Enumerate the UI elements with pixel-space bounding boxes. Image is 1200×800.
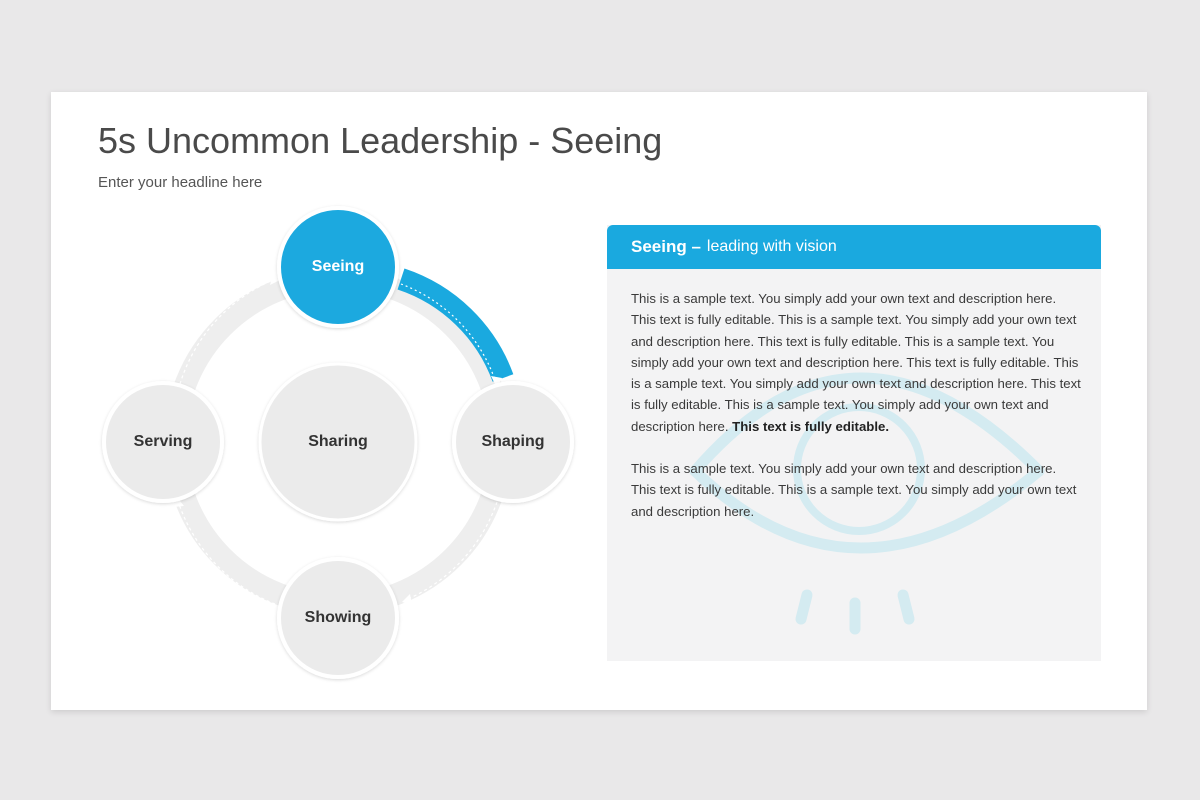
panel-header <box>607 225 1101 269</box>
panel-body <box>631 288 1081 543</box>
page-title: 5s Uncommon Leadership - Seeing <box>98 120 663 161</box>
paragraph-1 <box>631 288 1081 437</box>
cycle-diagram <box>51 92 611 710</box>
panel-heading-bold: Seeing – <box>631 237 701 256</box>
paragraph-1-text: This is a sample text. You simply add your own text and description here. This text is fully editable. This is a sample text. You simply add your own text and description here. This text is fully editable. This is a sample text. You simply add your own text and description here. This text is fully editable. This is a sample text. You simply add your own text and description here. This text is fully editable. This is a sample text. You simply add your own text and description here. <box>631 291 1081 434</box>
node-seeing-label: Seeing <box>311 258 365 276</box>
node-showing-label: Showing <box>304 609 372 627</box>
description-panel <box>607 225 1101 661</box>
panel-heading-rest: leading with vision <box>706 238 837 255</box>
paragraph-2: This is a sample text. You simply add your own text and description here. This text is fully editable. This is a sample text. You simply add your own text and description here. <box>631 461 1077 519</box>
node-shaping-label: Shaping <box>481 433 545 451</box>
paragraph-1-bold: This text is fully editable. <box>732 418 889 434</box>
center-node-label: Sharing <box>308 433 368 451</box>
slide <box>51 92 1147 710</box>
page-subtitle: Enter your headline here <box>98 174 263 191</box>
node-serving-label: Serving <box>133 433 193 451</box>
